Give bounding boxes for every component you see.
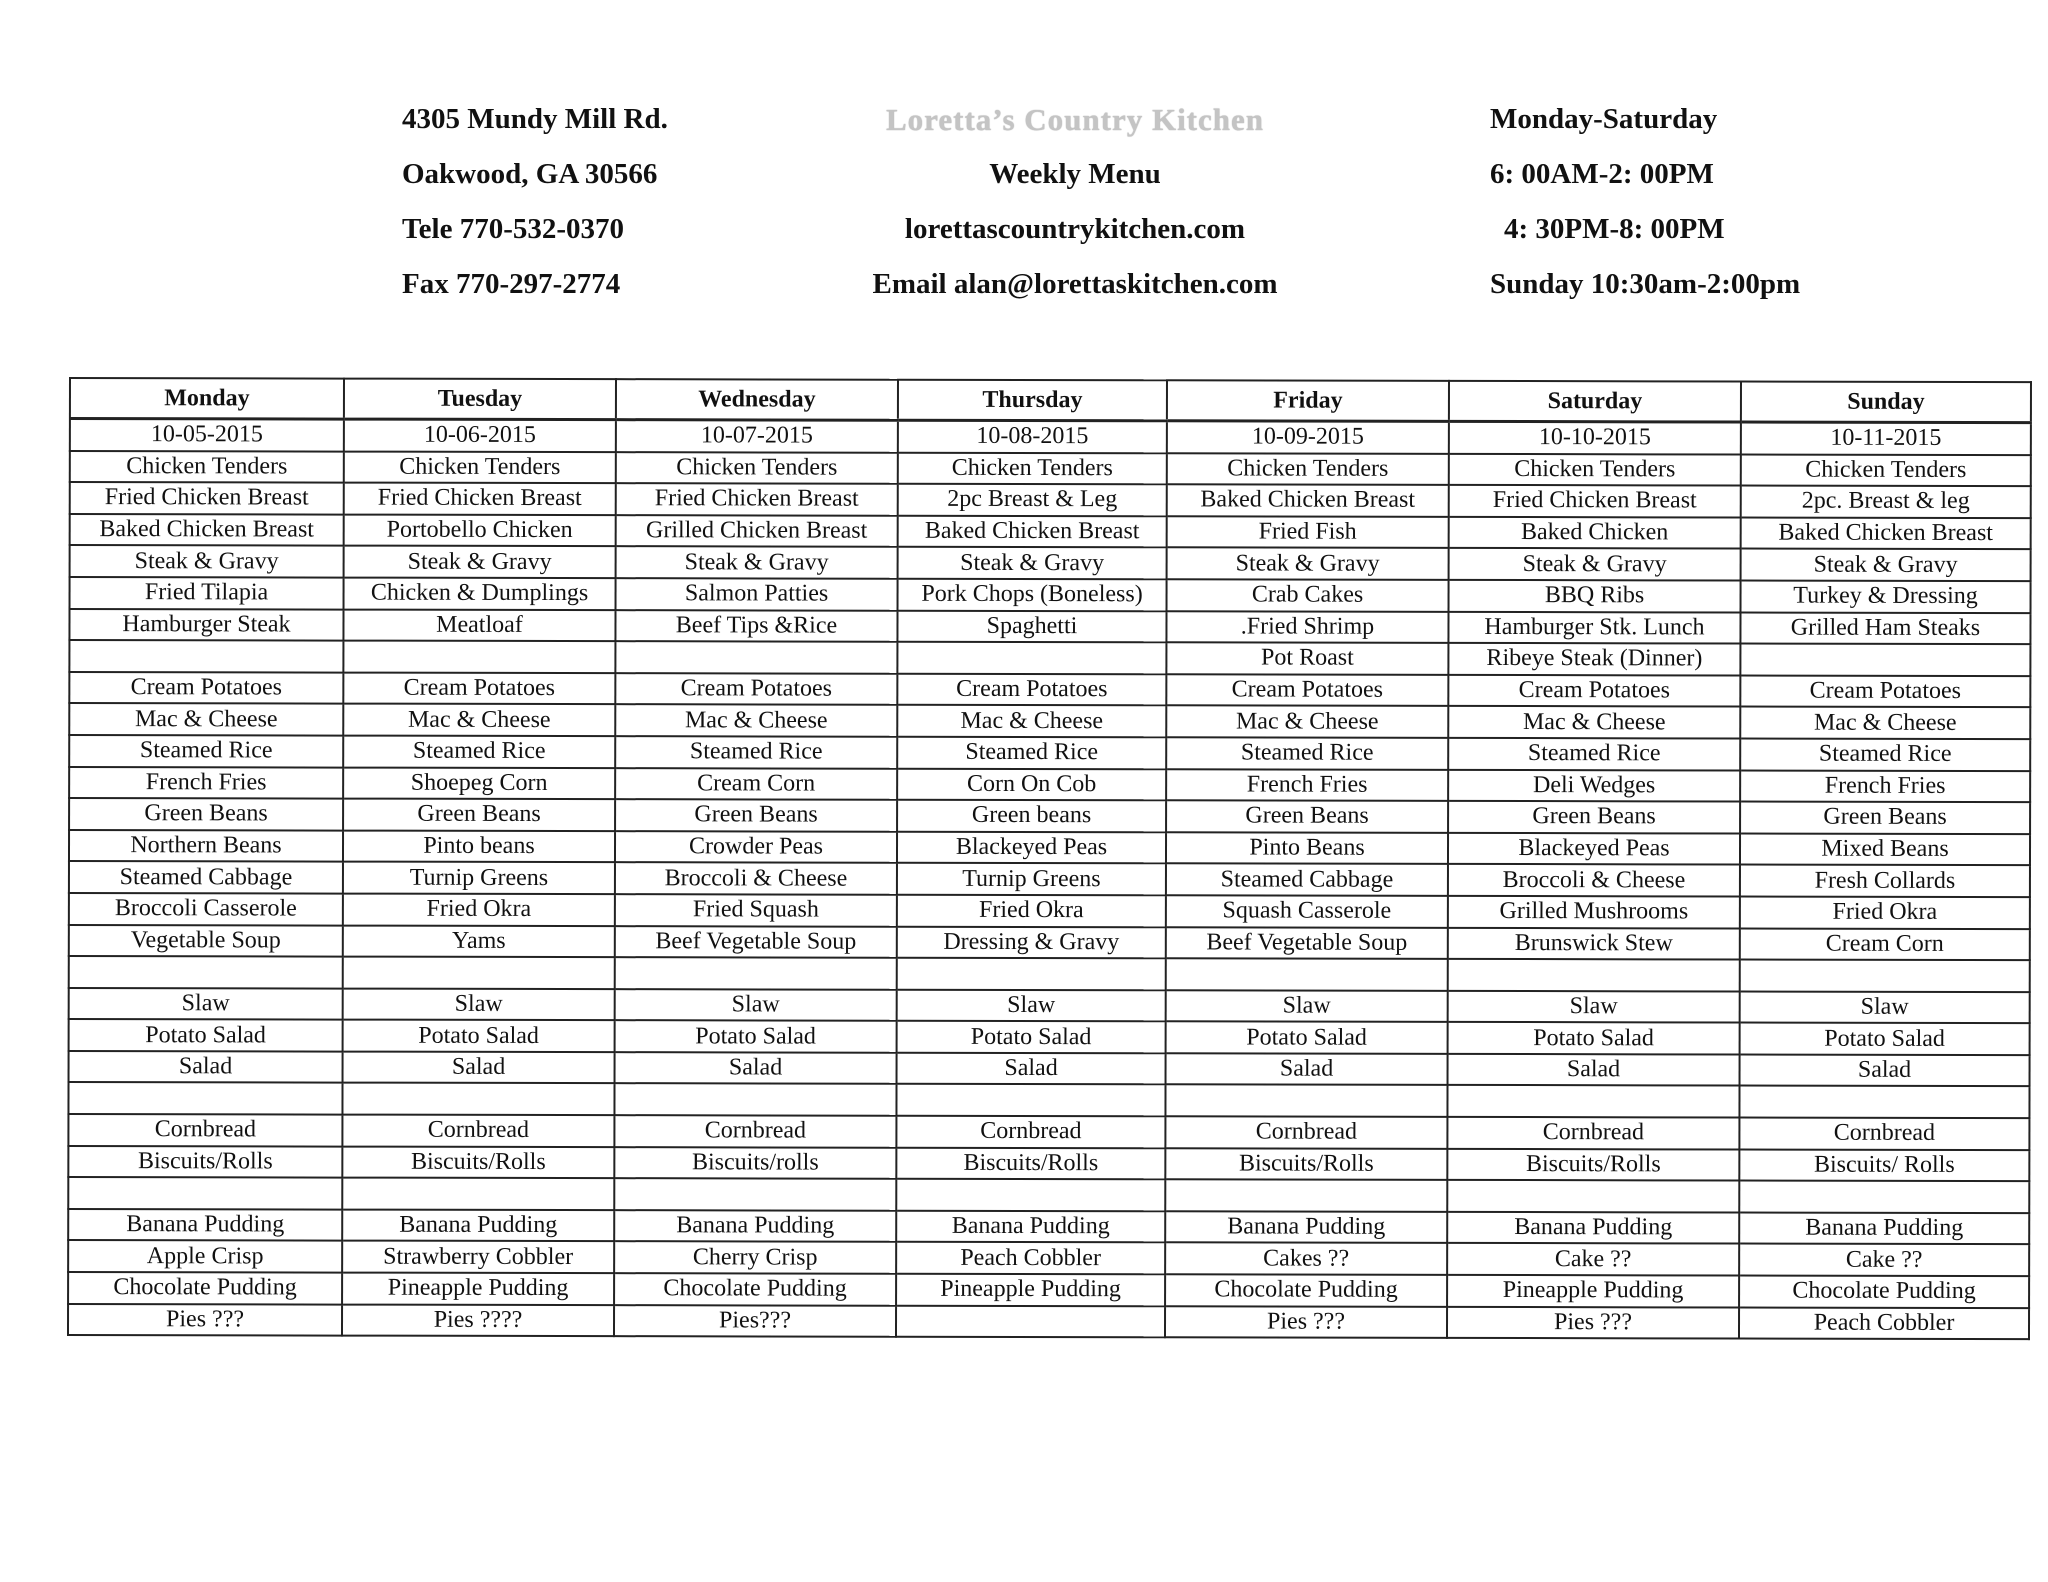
menu-item-cell: Pineapple Pudding <box>896 1274 1165 1306</box>
menu-item-cell <box>614 1084 896 1116</box>
menu-item-cell: Potato Salad <box>897 1021 1166 1053</box>
menu-item-cell: Pork Chops (Boneless) <box>898 579 1167 611</box>
email: Email alan@lorettaskitchen.com <box>872 268 1278 300</box>
menu-item-cell: French Fries <box>69 767 343 799</box>
menu-item-cell: Pies ??? <box>1447 1307 1739 1339</box>
menu-item-cell: Steamed Rice <box>343 736 615 768</box>
menu-item-cell: Portobello Chicken <box>344 514 616 546</box>
menu-item-cell: Baked Chicken Breast <box>898 516 1167 548</box>
menu-item-cell: Mixed Beans <box>1740 833 2030 865</box>
menu-item-cell <box>69 640 343 672</box>
menu-item-cell: Cherry Crisp <box>614 1242 896 1274</box>
menu-item-cell: Shoepeg Corn <box>343 767 615 799</box>
menu-item-cell: Pinto Beans <box>1166 832 1448 864</box>
menu-item-cell: Pineapple Pudding <box>342 1273 614 1305</box>
menu-item-cell: Banana Pudding <box>1739 1212 2029 1244</box>
menu-item-cell: Peach Cobbler <box>1739 1307 2029 1339</box>
menu-item-cell <box>1166 958 1448 990</box>
menu-item-cell: Chocolate Pudding <box>1165 1274 1447 1306</box>
menu-item-cell: Steamed Rice <box>1448 738 1740 770</box>
menu-item-cell <box>896 1305 1165 1337</box>
menu-item-cell: Cakes ?? <box>1165 1243 1447 1275</box>
menu-item-cell: Cake ?? <box>1739 1244 2029 1276</box>
website: lorettascountrykitchen.com <box>904 213 1246 245</box>
menu-item-cell <box>896 1179 1165 1211</box>
menu-row <box>70 451 2031 487</box>
menu-item-cell: Green Beans <box>1448 801 1740 833</box>
menu-item-cell <box>68 1177 342 1209</box>
menu-item-cell: Cream Corn <box>615 768 897 800</box>
menu-item-cell <box>343 957 615 989</box>
menu-item-cell: Biscuits/ Rolls <box>1739 1149 2029 1181</box>
menu-item-cell: Fried Okra <box>1740 896 2030 928</box>
day-header: Sunday <box>1741 382 2031 423</box>
telephone: Tele 770-532-0370 <box>402 213 625 245</box>
menu-item-cell: Chocolate Pudding <box>614 1273 896 1305</box>
hours-block <box>1490 92 1800 312</box>
day-header: Friday <box>1167 380 1449 421</box>
menu-item-cell: Pinto beans <box>343 830 615 862</box>
menu-item-cell: Chocolate Pudding <box>1739 1276 2029 1308</box>
menu-item-cell: Slaw <box>1166 990 1448 1022</box>
menu-item-cell: French Fries <box>1740 770 2030 802</box>
menu-item-cell: Steak & Gravy <box>344 546 616 578</box>
menu-item-cell: Fried Okra <box>343 893 615 925</box>
menu-item-cell: Steak & Gravy <box>898 547 1167 579</box>
menu-item-cell: Pies??? <box>614 1305 896 1337</box>
menu-item-cell: Hamburger Stk. Lunch <box>1448 611 1740 643</box>
menu-item-cell: Mac & Cheese <box>1740 707 2030 739</box>
day-header: Thursday <box>898 380 1167 421</box>
menu-item-cell: Crab Cakes <box>1167 579 1449 611</box>
date-cell: 10-07-2015 <box>616 420 898 453</box>
menu-item-cell: Cornbread <box>68 1114 342 1146</box>
menu-item-cell: Slaw <box>897 989 1166 1021</box>
menu-item-cell: Cornbread <box>1447 1117 1739 1149</box>
menu-item-cell <box>1739 1086 2029 1118</box>
menu-item-cell: Fried Chicken Breast <box>1449 485 1741 517</box>
menu-item-cell: Pies ??? <box>1165 1306 1447 1338</box>
menu-item-cell: Cream Potatoes <box>1448 675 1740 707</box>
menu-item-cell: Turkey & Dressing <box>1741 580 2031 612</box>
menu-item-cell: Salmon Patties <box>616 578 898 610</box>
menu-item-cell: Pies ???? <box>342 1304 614 1336</box>
menu-row <box>68 1177 2029 1213</box>
menu-item-cell <box>69 956 343 988</box>
menu-item-cell: Chocolate Pudding <box>68 1272 342 1304</box>
menu-row <box>69 925 2030 961</box>
menu-item-cell: Mac & Cheese <box>69 703 343 735</box>
menu-item-cell <box>1165 1085 1447 1117</box>
menu-item-cell: Salad <box>1448 1054 1740 1086</box>
menu-row <box>69 703 2030 739</box>
menu-row <box>70 577 2031 613</box>
menu-item-cell: Slaw <box>343 988 615 1020</box>
menu-row <box>69 609 2030 645</box>
menu-item-cell: Brunswick Stew <box>1448 927 1740 959</box>
menu-item-cell: Chicken Tenders <box>344 451 616 483</box>
menu-item-cell: Potato Salad <box>615 1020 897 1052</box>
menu-row <box>69 735 2030 771</box>
menu-item-cell: Chicken Tenders <box>70 451 344 483</box>
menu-item-cell: Cream Corn <box>1740 928 2030 960</box>
menu-item-cell: Slaw <box>69 988 343 1020</box>
menu-item-cell: Cornbread <box>896 1116 1165 1148</box>
menu-item-cell: Biscuits/Rolls <box>342 1146 614 1178</box>
menu-item-cell: Dressing & Gravy <box>897 926 1166 958</box>
menu-item-cell: Fried Fish <box>1167 516 1449 548</box>
menu-row <box>69 640 2030 676</box>
menu-item-cell: BBQ Ribs <box>1449 580 1741 612</box>
menu-item-cell: Steamed Rice <box>1740 738 2030 770</box>
menu-item-cell: Chicken & Dumplings <box>344 578 616 610</box>
menu-item-cell: Pies ??? <box>68 1304 342 1336</box>
menu-item-cell: Mac & Cheese <box>615 704 897 736</box>
menu-item-cell: Steak & Gravy <box>616 547 898 579</box>
menu-item-cell: Beef Tips &Rice <box>615 610 897 642</box>
weekday-label: Monday-Saturday <box>1490 103 1718 135</box>
address-block <box>402 92 668 312</box>
menu-item-cell <box>343 641 615 673</box>
menu-item-cell: Beef Vegetable Soup <box>1166 927 1448 959</box>
menu-item-cell: Steak & Gravy <box>1741 549 2031 581</box>
menu-item-cell: Steak & Gravy <box>1167 548 1449 580</box>
menu-row <box>69 830 2030 866</box>
menu-item-cell: Salad <box>897 1053 1166 1085</box>
menu-item-cell: Slaw <box>1740 991 2030 1023</box>
menu-row <box>69 956 2030 992</box>
menu-item-cell: Green Beans <box>615 799 897 831</box>
menu-item-cell: Spaghetti <box>897 610 1166 642</box>
menu-item-cell: Banana Pudding <box>342 1209 614 1241</box>
menu-item-cell <box>614 1178 896 1210</box>
menu-row <box>69 767 2030 803</box>
menu-item-cell: Green Beans <box>1166 800 1448 832</box>
menu-row <box>68 1146 2029 1182</box>
menu-item-cell: Meatloaf <box>343 609 615 641</box>
menu-item-cell: Green Beans <box>69 798 343 830</box>
menu-item-cell: Cornbread <box>1739 1118 2029 1150</box>
fax: Fax 770-297-2774 <box>402 268 621 300</box>
menu-item-cell: Cream Potatoes <box>615 673 897 705</box>
menu-item-cell: Steak & Gravy <box>1449 548 1741 580</box>
menu-item-cell: Blackeyed Peas <box>1448 833 1740 865</box>
menu-item-cell: Potato Salad <box>1740 1023 2030 1055</box>
menu-item-cell: Potato Salad <box>343 1020 615 1052</box>
menu-item-cell: Cream Potatoes <box>343 672 615 704</box>
menu-item-cell: Pot Roast <box>1166 642 1448 674</box>
title-block <box>870 92 1280 312</box>
menu-item-cell: Chicken Tenders <box>1741 454 2031 486</box>
menu-item-cell: Baked Chicken Breast <box>1741 517 2031 549</box>
menu-item-cell: Chicken Tenders <box>1167 453 1449 485</box>
menu-item-cell: Salad <box>1740 1054 2030 1086</box>
evening-hours: 4: 30PM-8: 00PM <box>1504 213 1725 245</box>
menu-item-cell: Cake ?? <box>1447 1243 1739 1275</box>
menu-row <box>69 893 2030 929</box>
menu-item-cell: Slaw <box>615 989 897 1021</box>
menu-item-cell <box>1739 1181 2029 1213</box>
menu-item-cell <box>897 642 1166 674</box>
menu-item-cell: Pineapple Pudding <box>1447 1275 1739 1307</box>
menu-item-cell: French Fries <box>1166 769 1448 801</box>
menu-item-cell: Banana Pudding <box>1447 1212 1739 1244</box>
menu-item-cell: Cornbread <box>614 1115 896 1147</box>
menu-item-cell <box>342 1083 614 1115</box>
menu-title: Weekly Menu <box>989 158 1161 190</box>
menu-item-cell: Biscuits/Rolls <box>1165 1148 1447 1180</box>
menu-item-cell: Corn On Cob <box>897 768 1166 800</box>
menu-item-cell: Cream Potatoes <box>897 673 1166 705</box>
day-header: Tuesday <box>344 379 616 420</box>
menu-item-cell: Salad <box>615 1052 897 1084</box>
menu-item-cell: Chicken Tenders <box>898 452 1167 484</box>
day-header: Saturday <box>1449 381 1741 422</box>
menu-item-cell: Cornbread <box>342 1115 614 1147</box>
menu-item-cell: Crowder Peas <box>615 831 897 863</box>
date-cell: 10-06-2015 <box>344 419 616 452</box>
menu-item-cell <box>896 1084 1165 1116</box>
menu-item-cell <box>1165 1180 1447 1212</box>
menu-item-cell: Steamed Rice <box>1166 737 1448 769</box>
menu-item-cell: Fresh Collards <box>1740 865 2030 897</box>
menu-row <box>68 1114 2029 1150</box>
menu-item-cell <box>615 641 897 673</box>
menu-item-cell: Biscuits/Rolls <box>896 1147 1165 1179</box>
menu-item-cell: Mac & Cheese <box>1448 706 1740 738</box>
menu-item-cell: Grilled Chicken Breast <box>616 515 898 547</box>
menu-item-cell: Cream Potatoes <box>1740 675 2030 707</box>
menu-item-cell: Banana Pudding <box>614 1210 896 1242</box>
day-header-row <box>70 378 2031 423</box>
menu-item-cell: Fried Okra <box>897 895 1166 927</box>
sunday-hours: Sunday 10:30am-2:00pm <box>1490 268 1801 300</box>
menu-row <box>68 1082 2029 1118</box>
menu-item-cell: Northern Beans <box>69 830 343 862</box>
menu-item-cell: Mac & Cheese <box>343 704 615 736</box>
menu-item-cell: Broccoli & Cheese <box>1448 864 1740 896</box>
menu-item-cell: Mac & Cheese <box>897 705 1166 737</box>
menu-row <box>68 1304 2029 1340</box>
menu-item-cell: Banana Pudding <box>896 1211 1165 1243</box>
menu-item-cell: Fried Chicken Breast <box>344 483 616 515</box>
menu-item-cell: Steamed Cabbage <box>1166 864 1448 896</box>
menu-item-cell: Fried Chicken Breast <box>616 483 898 515</box>
menu-item-cell: Strawberry Cobbler <box>342 1241 614 1273</box>
menu-item-cell: Steamed Rice <box>897 737 1166 769</box>
menu-item-cell: Potato Salad <box>1448 1022 1740 1054</box>
city-state-zip: Oakwood, GA 30566 <box>402 158 658 190</box>
menu-item-cell: Fried Squash <box>615 894 897 926</box>
menu-item-cell: Slaw <box>1448 991 1740 1023</box>
menu-item-cell: Potato Salad <box>1166 1022 1448 1054</box>
menu-item-cell: Cornbread <box>1165 1116 1447 1148</box>
menu-item-cell: Steamed Rice <box>615 736 897 768</box>
menu-row <box>69 672 2030 708</box>
morning-hours: 6: 00AM-2: 00PM <box>1490 158 1714 190</box>
date-cell: 10-08-2015 <box>898 420 1167 453</box>
menu-item-cell: Salad <box>1166 1053 1448 1085</box>
menu-item-cell: Deli Wedges <box>1448 769 1740 801</box>
menu-item-cell <box>897 958 1166 990</box>
menu-item-cell: Biscuits/Rolls <box>68 1146 342 1178</box>
menu-row <box>69 798 2030 834</box>
menu-row <box>70 482 2031 518</box>
menu-item-cell: Steak & Gravy <box>70 545 344 577</box>
street-address: 4305 Mundy Mill Rd. <box>402 103 668 135</box>
menu-item-cell: Hamburger Steak <box>69 609 343 641</box>
menu-item-cell <box>1740 644 2030 676</box>
menu-item-cell: Ribeye Steak (Dinner) <box>1448 643 1740 675</box>
menu-item-cell: Green Beans <box>1740 802 2030 834</box>
menu-row <box>68 1272 2029 1308</box>
menu-item-cell: Peach Cobbler <box>896 1242 1165 1274</box>
menu-item-cell <box>615 957 897 989</box>
menu-item-cell: Grilled Mushrooms <box>1448 896 1740 928</box>
menu-item-cell: Mac & Cheese <box>1166 706 1448 738</box>
menu-item-cell: Blackeyed Peas <box>897 831 1166 863</box>
menu-item-cell: 2pc Breast & Leg <box>898 484 1167 516</box>
menu-row <box>69 988 2030 1024</box>
menu-item-cell <box>342 1178 614 1210</box>
menu-item-cell: Salad <box>343 1051 615 1083</box>
menu-item-cell: Turnip Greens <box>343 862 615 894</box>
date-cell: 10-09-2015 <box>1167 421 1449 454</box>
menu-item-cell: Biscuits/rolls <box>614 1147 896 1179</box>
menu-row <box>68 1209 2029 1245</box>
menu-item-cell: Green Beans <box>343 799 615 831</box>
day-header: Monday <box>70 378 344 419</box>
weekly-menu-table <box>67 377 2032 1340</box>
menu-item-cell: Banana Pudding <box>68 1209 342 1241</box>
menu-row <box>70 514 2031 550</box>
menu-item-cell: Beef Vegetable Soup <box>615 926 897 958</box>
menu-item-cell <box>68 1082 342 1114</box>
menu-item-cell: Green beans <box>897 800 1166 832</box>
menu-item-cell: Baked Chicken Breast <box>1167 484 1449 516</box>
menu-item-cell: Steamed Cabbage <box>69 861 343 893</box>
menu-item-cell: Vegetable Soup <box>69 925 343 957</box>
date-cell: 10-05-2015 <box>70 419 344 452</box>
menu-item-cell <box>1447 1180 1739 1212</box>
menu-item-cell <box>1447 1085 1739 1117</box>
menu-item-cell: Broccoli Casserole <box>69 893 343 925</box>
menu-item-cell: Salad <box>69 1051 343 1083</box>
menu-item-cell: Apple Crisp <box>68 1240 342 1272</box>
menu-item-cell: Fried Chicken Breast <box>70 482 344 514</box>
day-header: Wednesday <box>616 379 898 420</box>
menu-item-cell <box>1740 960 2030 992</box>
menu-item-cell: Biscuits/Rolls <box>1447 1149 1739 1181</box>
menu-item-cell: Chicken Tenders <box>1449 453 1741 485</box>
menu-row <box>69 1051 2030 1087</box>
menu-row <box>70 545 2031 581</box>
menu-item-cell: .Fried Shrimp <box>1166 611 1448 643</box>
menu-item-cell: Steamed Rice <box>69 735 343 767</box>
menu-item-cell: Baked Chicken <box>1449 517 1741 549</box>
date-cell: 10-11-2015 <box>1741 422 2031 455</box>
menu-item-cell: Yams <box>343 925 615 957</box>
menu-row <box>68 1240 2029 1276</box>
menu-item-cell: Banana Pudding <box>1165 1211 1447 1243</box>
date-cell: 10-10-2015 <box>1449 421 1741 454</box>
menu-body <box>68 419 2031 1340</box>
menu-row <box>69 1019 2030 1055</box>
menu-item-cell: Potato Salad <box>69 1019 343 1051</box>
menu-row <box>69 861 2030 897</box>
menu-item-cell: Turnip Greens <box>897 863 1166 895</box>
menu-item-cell: Cream Potatoes <box>1166 674 1448 706</box>
date-row <box>70 419 2031 455</box>
menu-item-cell <box>1448 959 1740 991</box>
menu-item-cell: Cream Potatoes <box>69 672 343 704</box>
menu-item-cell: Squash Casserole <box>1166 895 1448 927</box>
menu-item-cell: 2pc. Breast & leg <box>1741 486 2031 518</box>
menu-item-cell: Baked Chicken Breast <box>70 514 344 546</box>
menu-item-cell: Grilled Ham Steaks <box>1740 612 2030 644</box>
menu-item-cell: Chicken Tenders <box>616 452 898 484</box>
restaurant-name: Loretta’s Country Kitchen <box>885 102 1265 137</box>
menu-item-cell: Broccoli & Cheese <box>615 862 897 894</box>
menu-item-cell: Fried Tilapia <box>70 577 344 609</box>
